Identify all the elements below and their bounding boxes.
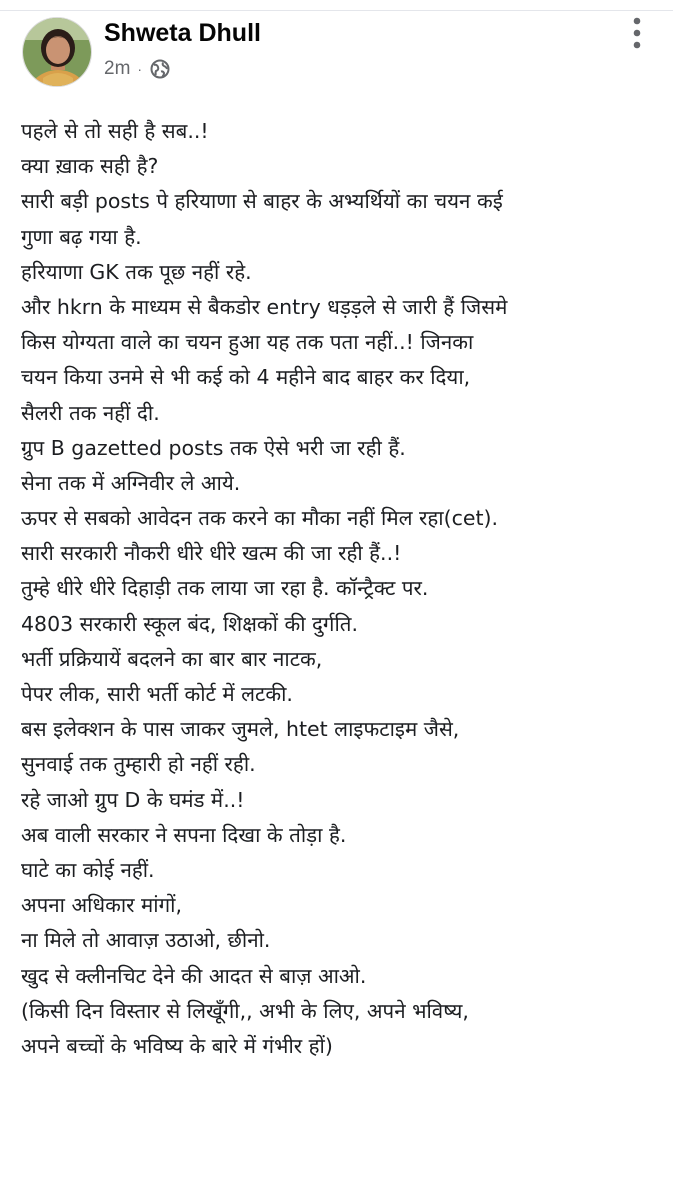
post-text-line: और hkrn के माध्यम से बैकडोर entry धड़ड़ले से जारी हैं जिसमे <box>21 294 508 319</box>
more-vertical-icon <box>632 16 642 54</box>
post-meta <box>104 57 170 81</box>
post-text-line: हरियाणा GK तक पूछ नहीं रहे. <box>21 259 252 284</box>
post-header <box>0 11 673 91</box>
post-text-line: गुणा बढ़ गया है. <box>21 224 142 249</box>
post-text-line: ऊपर से सबको आवेदन तक करने का मौका नहीं मिल रहा(cet). <box>21 506 499 531</box>
post-text-line: अब वाली सरकार ने सपना दिखा के तोड़ा है. <box>21 822 347 847</box>
post-text-line: किस योग्यता वाले का चयन हुआ यह तक पता नहीं..! जिनका <box>21 330 474 355</box>
post-text-line: सेना तक में अग्निवीर ले आये. <box>21 470 241 495</box>
more-options-button[interactable] <box>622 13 652 57</box>
post-text-line: रहे जाओ ग्रुप D के घमंड में..! <box>21 787 245 812</box>
post-text-line: अपने बच्चों के भविष्य के बारे में गंभीर हों) <box>21 1033 333 1058</box>
globe-icon[interactable] <box>150 59 170 79</box>
post-text-line: भर्ती प्रक्रियायें बदलने का बार बार नाटक, <box>21 646 323 671</box>
avatar[interactable] <box>22 17 92 87</box>
post-text-line: सारी सरकारी नौकरी धीरे धीरे खत्म की जा रही हैं..! <box>21 541 402 566</box>
meta-separator: · <box>137 61 143 77</box>
post-text-line: घाटे का कोई नहीं. <box>21 857 155 882</box>
post-text-line: (किसी दिन विस्तार से लिखूँगी,, अभी के लिए, अपने भविष्य, <box>21 998 469 1023</box>
post-text-line: पेपर लीक, सारी भर्ती कोर्ट में लटकी. <box>21 682 293 706</box>
post-text-line: क्या ख़ाक सही है? <box>21 154 159 179</box>
post-text-line: ग्रुप B gazetted posts तक ऐसे भरी जा रही हैं. <box>21 435 406 460</box>
post-text-line: खुद से क्लीनचिट देने की आदत से बाज़ आओ. <box>21 963 367 988</box>
post-text <box>21 114 667 1064</box>
post-text-line: तुम्हे धीरे धीरे दिहाड़ी तक लाया जा रहा है. कॉन्ट्रैक्ट पर. <box>21 576 429 601</box>
post-text-line: सुनवाई तक तुम्हारी हो नहीं रही. <box>21 752 256 777</box>
post-text-line: अपना अधिकार मांगों, <box>21 893 182 918</box>
post-timestamp[interactable]: 2m <box>104 58 131 79</box>
post-text-line: सैलरी तक नहीं दी. <box>21 400 160 425</box>
post-text-line: ना मिले तो आवाज़ उठाओ, छीनो. <box>21 928 271 953</box>
post-text-line: 4803 सरकारी स्कूल बंद, शिक्षकों की दुर्गति. <box>21 611 358 636</box>
post-text-line: बस इलेक्शन के पास जाकर जुमले, htet लाइफटाइम जैसे, <box>21 717 460 742</box>
post-text-line: सारी बड़ी posts पे हरियाणा से बाहर के अभ्यर्थियों का चयन कई <box>21 189 503 214</box>
post-text-line: चयन किया उनमे से भी कई को 4 महीने बाद बाहर कर दिया, <box>21 365 471 390</box>
post-text-line: पहले से तो सही है सब..! <box>21 119 209 143</box>
author-name[interactable]: Shweta Dhull <box>104 19 261 47</box>
